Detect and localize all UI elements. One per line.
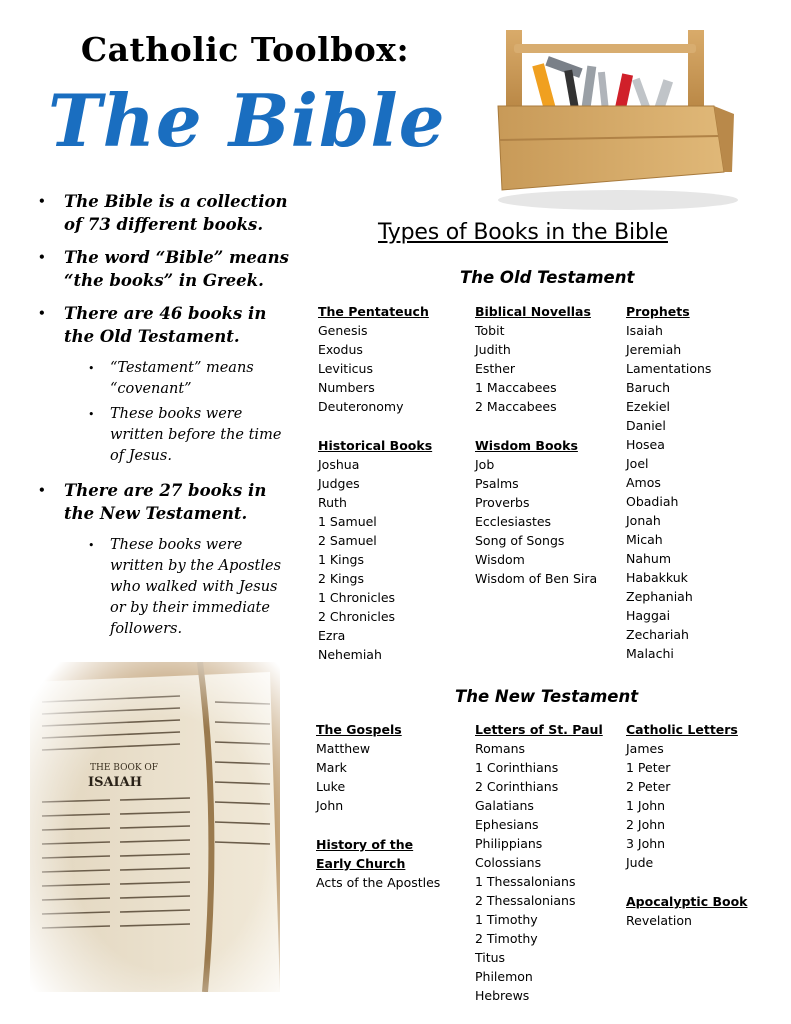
book-name: John — [316, 798, 344, 813]
book-name: Nahum — [626, 551, 672, 566]
column-catholic-apocalyptic — [626, 720, 747, 930]
book-name: Esther — [475, 361, 516, 376]
book-name: Revelation — [626, 913, 692, 928]
book-name: James — [626, 741, 664, 756]
book-name: Leviticus — [318, 361, 373, 376]
category-heading: History of the — [316, 837, 414, 852]
book-name: Song of Songs — [475, 533, 565, 548]
title-the-bible: The Bible — [48, 78, 446, 163]
category-heading: Prophets — [626, 304, 690, 319]
old-testament-heading: The Old Testament — [460, 268, 635, 287]
book-name: Deuteronomy — [318, 399, 404, 414]
book-name: Ruth — [318, 495, 347, 510]
book-name: Luke — [316, 779, 346, 794]
toolbox-illustration — [488, 22, 738, 212]
fact-text: The word “Bible” means “the books” in Greek. — [64, 248, 289, 290]
book-name: Ezekiel — [626, 399, 671, 414]
book-name: Philemon — [475, 969, 533, 984]
book-name: Jude — [626, 855, 654, 870]
book-name: Hosea — [626, 437, 665, 452]
column-letters-paul — [475, 720, 603, 1005]
book-name: Titus — [475, 950, 506, 965]
facts-list — [36, 190, 294, 644]
book-name: Psalms — [475, 476, 519, 491]
book-name: Colossians — [475, 855, 542, 870]
fact-item — [36, 246, 294, 292]
new-testament-heading: The New Testament — [455, 687, 639, 706]
book-name: Malachi — [626, 646, 674, 661]
fact-item — [36, 302, 294, 348]
book-name: Zechariah — [626, 627, 689, 642]
book-name: Exodus — [318, 342, 363, 357]
open-bible-photo — [30, 662, 280, 992]
book-name: Ephesians — [475, 817, 539, 832]
book-name: Habakkuk — [626, 570, 688, 585]
fact-subitem: • These books were written by the Apostles who walked with Jesus or by their immediate followers. — [36, 535, 294, 640]
fact-subitem: • These books were written before the time of Jesus. — [36, 404, 294, 467]
category-heading: Early Church — [316, 856, 406, 871]
book-name: 2 Corinthians — [475, 779, 559, 794]
column-prophets — [626, 302, 711, 663]
book-name: 2 Timothy — [475, 931, 538, 946]
category-heading: The Gospels — [316, 722, 402, 737]
category-heading: Letters of St. Paul — [475, 722, 603, 737]
book-name: 1 Thessalonians — [475, 874, 576, 889]
book-name: 2 Peter — [626, 779, 671, 794]
book-name: Wisdom of Ben Sira — [475, 571, 598, 586]
book-name: Jonah — [626, 513, 661, 528]
column-gospels-history — [316, 720, 440, 892]
book-name: Joshua — [318, 457, 360, 472]
book-name: Romans — [475, 741, 526, 756]
book-name: 1 Chronicles — [318, 590, 396, 605]
book-name: Job — [475, 457, 495, 472]
book-name: Wisdom — [475, 552, 525, 567]
book-name: Judges — [318, 476, 360, 491]
category-heading: The Pentateuch — [318, 304, 429, 319]
book-name: Obadiah — [626, 494, 679, 509]
book-name: Ecclesiastes — [475, 514, 552, 529]
category-heading: Catholic Letters — [626, 722, 738, 737]
fact-text: There are 46 books in the Old Testament. — [64, 304, 267, 346]
title-catholic-toolbox: Catholic Toolbox: — [80, 30, 410, 69]
book-name: Acts of the Apostles — [316, 875, 441, 890]
column-novellas-wisdom — [475, 302, 597, 588]
book-name: Judith — [475, 342, 511, 357]
book-name: Hebrews — [475, 988, 530, 1003]
category-heading: Biblical Novellas — [475, 304, 591, 319]
book-name: Haggai — [626, 608, 671, 623]
book-name: Micah — [626, 532, 663, 547]
book-name: Mark — [316, 760, 347, 775]
column-pentateuch-historical — [318, 302, 432, 664]
book-name: Galatians — [475, 798, 534, 813]
book-name: Tobit — [475, 323, 505, 338]
book-name: Lamentations — [626, 361, 712, 376]
book-name: 1 Peter — [626, 760, 671, 775]
book-name: Genesis — [318, 323, 368, 338]
book-name: Jeremiah — [626, 342, 682, 357]
book-name: Nehemiah — [318, 647, 382, 662]
book-name: 1 Corinthians — [475, 760, 559, 775]
book-name: 2 Kings — [318, 571, 364, 586]
fact-subitem: • “Testament” means “covenant” — [36, 358, 294, 400]
book-name: 1 Samuel — [318, 514, 377, 529]
fact-text: There are 27 books in the New Testament. — [64, 481, 267, 523]
book-name: 2 John — [626, 817, 666, 832]
category-heading: Wisdom Books — [475, 438, 578, 453]
types-heading: Types of Books in the Bible — [378, 220, 668, 245]
book-name: Matthew — [316, 741, 371, 756]
book-name: Joel — [626, 456, 649, 471]
book-name: Daniel — [626, 418, 666, 433]
fact-item — [36, 190, 294, 236]
book-name: 2 Chronicles — [318, 609, 396, 624]
book-name: Amos — [626, 475, 661, 490]
book-name: 2 Maccabees — [475, 399, 557, 414]
book-name: 3 John — [626, 836, 666, 851]
category-heading: Historical Books — [318, 438, 433, 453]
book-name: 2 Thessalonians — [475, 893, 576, 908]
category-heading: Apocalyptic Book — [626, 894, 748, 909]
book-name: Zephaniah — [626, 589, 693, 604]
book-name: 1 Maccabees — [475, 380, 557, 395]
book-name: 1 Timothy — [475, 912, 538, 927]
fact-text: The Bible is a collection of 73 different books. — [64, 192, 288, 234]
book-name: 2 Samuel — [318, 533, 377, 548]
book-name: Numbers — [318, 380, 375, 395]
book-name: Isaiah — [626, 323, 663, 338]
book-name: Baruch — [626, 380, 671, 395]
book-name: Proverbs — [475, 495, 530, 510]
book-name: Philippians — [475, 836, 543, 851]
book-name: 1 John — [626, 798, 666, 813]
fact-item — [36, 479, 294, 525]
book-name: 1 Kings — [318, 552, 364, 567]
book-name: Ezra — [318, 628, 346, 643]
